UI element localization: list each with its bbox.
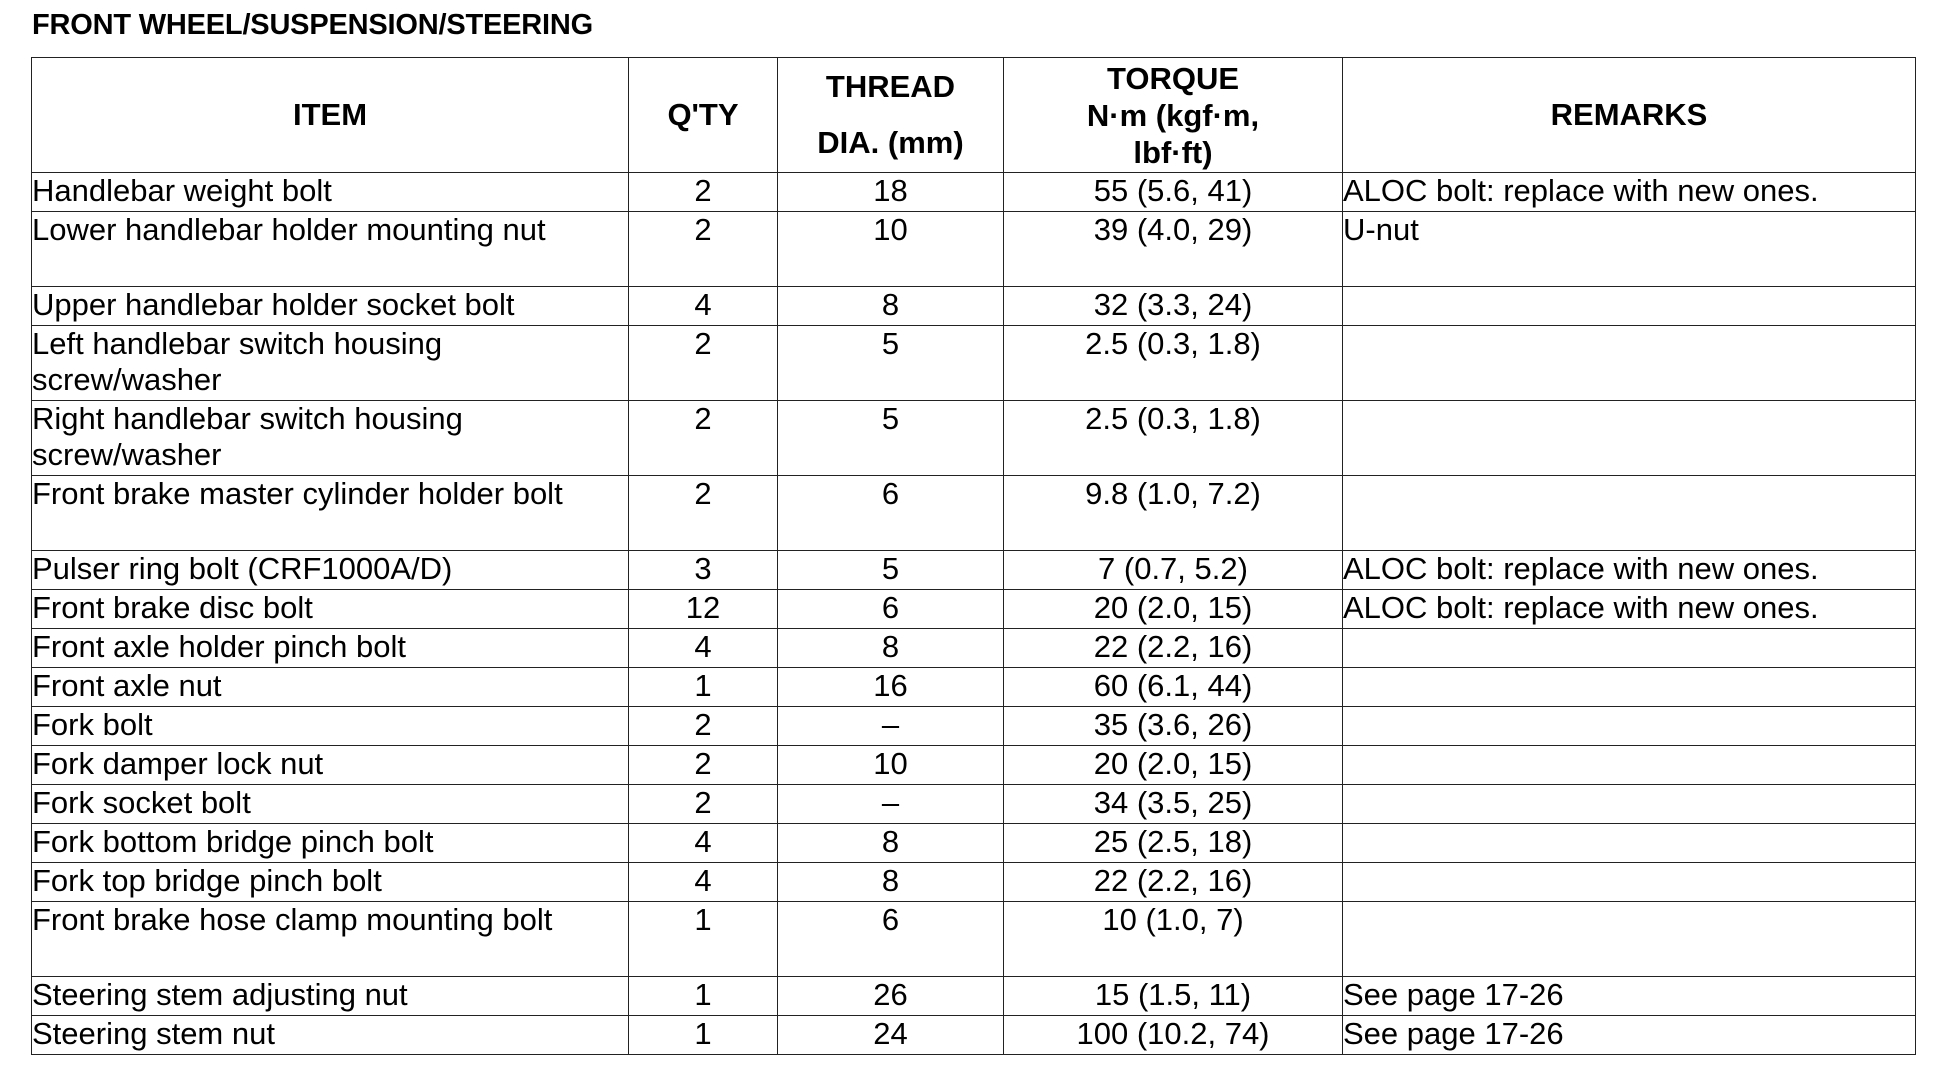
item-header-label: ITEM [292,97,368,132]
table-row [32,551,1916,590]
thread-dia-cell: 8 [778,287,1004,326]
table-row [32,287,1916,326]
qty-header-label: Q'TY [667,97,739,132]
table-row [32,212,1916,287]
item-cell: Fork damper lock nut [32,746,629,785]
remarks-cell: ALOC bolt: replace with new ones. [1343,551,1916,590]
table-row [32,746,1916,785]
table-row [32,707,1916,746]
table-row [32,401,1916,476]
torque-cell: 9.8 (1.0, 7.2) [1004,476,1343,551]
thread-dia-cell: 6 [778,476,1004,551]
table-row [32,902,1916,977]
torque-spec-table [31,57,1916,1055]
remarks-cell [1343,476,1916,551]
torque-cell: 20 (2.0, 15) [1004,746,1343,785]
table-row [32,668,1916,707]
qty-cell: 2 [629,707,778,746]
torque-cell: 32 (3.3, 24) [1004,287,1343,326]
item-cell: Fork socket bolt [32,785,629,824]
torque-cell: 15 (1.5, 11) [1004,977,1343,1016]
item-cell: Front axle nut [32,668,629,707]
item-cell: Fork bolt [32,707,629,746]
thread-dia-cell: 6 [778,590,1004,629]
remarks-cell: U-nut [1343,212,1916,287]
torque-cell: 60 (6.1, 44) [1004,668,1343,707]
remarks-cell [1343,824,1916,863]
table-row [32,863,1916,902]
table-body [32,173,1916,1055]
qty-cell: 1 [629,977,778,1016]
qty-cell: 2 [629,173,778,212]
item-cell: Steering stem nut [32,1016,629,1055]
qty-cell: 2 [629,785,778,824]
thread-dia-cell: – [778,707,1004,746]
torque-cell: 7 (0.7, 5.2) [1004,551,1343,590]
thread-header-line-1: THREAD [825,69,956,104]
torque-cell: 2.5 (0.3, 1.8) [1004,401,1343,476]
table-row [32,173,1916,212]
qty-cell: 2 [629,476,778,551]
item-cell: Left handlebar switch housing screw/washer [32,326,629,401]
thread-dia-cell: 10 [778,212,1004,287]
remarks-cell [1343,287,1916,326]
table-row [32,476,1916,551]
table-row [32,1016,1916,1055]
item-cell: Upper handlebar holder socket bolt [32,287,629,326]
qty-cell: 4 [629,824,778,863]
item-cell: Fork bottom bridge pinch bolt [32,824,629,863]
item-cell: Front brake disc bolt [32,590,629,629]
torque-header-line-3: lbf·ft) [1133,134,1213,170]
remarks-cell: See page 17-26 [1343,1016,1916,1055]
remarks-cell [1343,401,1916,476]
remarks-cell [1343,326,1916,401]
item-cell: Handlebar weight bolt [32,173,629,212]
torque-cell: 10 (1.0, 7) [1004,902,1343,977]
qty-cell: 1 [629,902,778,977]
thread-header-line-2: DIA. (mm) [817,125,964,160]
remarks-cell [1343,668,1916,707]
torque-cell: 25 (2.5, 18) [1004,824,1343,863]
torque-cell: 22 (2.2, 16) [1004,629,1343,668]
table-row [32,977,1916,1016]
thread-dia-cell: 8 [778,824,1004,863]
remarks-cell [1343,629,1916,668]
thread-dia-cell: 6 [778,902,1004,977]
remarks-cell: See page 17-26 [1343,977,1916,1016]
item-cell: Right handlebar switch housing screw/washer [32,401,629,476]
thread-dia-cell: 18 [778,173,1004,212]
thread-dia-cell: 5 [778,551,1004,590]
remarks-cell [1343,746,1916,785]
header-row [32,58,1916,173]
remarks-cell: ALOC bolt: replace with new ones. [1343,173,1916,212]
thread-dia-cell: 8 [778,629,1004,668]
remarks-cell [1343,785,1916,824]
item-cell: Steering stem adjusting nut [32,977,629,1016]
table-row [32,785,1916,824]
item-cell: Front brake hose clamp mounting bolt [32,902,629,977]
qty-cell: 4 [629,287,778,326]
torque-cell: 20 (2.0, 15) [1004,590,1343,629]
thread-dia-cell: 24 [778,1016,1004,1055]
table-row [32,590,1916,629]
remarks-cell [1343,863,1916,902]
torque-header-line-1: TORQUE [1106,60,1240,96]
table-row [32,326,1916,401]
qty-cell: 3 [629,551,778,590]
item-cell: Front brake master cylinder holder bolt [32,476,629,551]
torque-cell: 35 (3.6, 26) [1004,707,1343,746]
thread-dia-cell: 5 [778,326,1004,401]
qty-cell: 12 [629,590,778,629]
qty-cell: 2 [629,746,778,785]
thread-dia-cell: 26 [778,977,1004,1016]
qty-cell: 4 [629,863,778,902]
torque-cell: 55 (5.6, 41) [1004,173,1343,212]
item-cell: Lower handlebar holder mounting nut [32,212,629,287]
torque-header-line-2: N·m (kgf·m, [1086,97,1260,133]
column-header-item [32,58,629,173]
column-header-torque [1004,58,1343,173]
torque-cell: 100 (10.2, 74) [1004,1016,1343,1055]
thread-dia-cell: 16 [778,668,1004,707]
thread-dia-cell: 10 [778,746,1004,785]
torque-cell: 22 (2.2, 16) [1004,863,1343,902]
torque-cell: 34 (3.5, 25) [1004,785,1343,824]
qty-cell: 1 [629,1016,778,1055]
column-header-remarks [1343,58,1916,173]
qty-cell: 2 [629,401,778,476]
thread-dia-cell: 8 [778,863,1004,902]
column-header-thread [778,58,1004,173]
torque-cell: 39 (4.0, 29) [1004,212,1343,287]
remarks-header-label: REMARKS [1550,97,1708,132]
item-cell: Front axle holder pinch bolt [32,629,629,668]
remarks-cell: ALOC bolt: replace with new ones. [1343,590,1916,629]
remarks-cell [1343,707,1916,746]
torque-cell: 2.5 (0.3, 1.8) [1004,326,1343,401]
qty-cell: 4 [629,629,778,668]
qty-cell: 2 [629,326,778,401]
thread-dia-cell: 5 [778,401,1004,476]
column-header-qty [629,58,778,173]
page-title: FRONT WHEEL/SUSPENSION/STEERING [32,9,593,41]
table-row [32,824,1916,863]
item-cell: Fork top bridge pinch bolt [32,863,629,902]
qty-cell: 2 [629,212,778,287]
table-row [32,629,1916,668]
item-cell: Pulser ring bolt (CRF1000A/D) [32,551,629,590]
thread-dia-cell: – [778,785,1004,824]
remarks-cell [1343,902,1916,977]
qty-cell: 1 [629,668,778,707]
